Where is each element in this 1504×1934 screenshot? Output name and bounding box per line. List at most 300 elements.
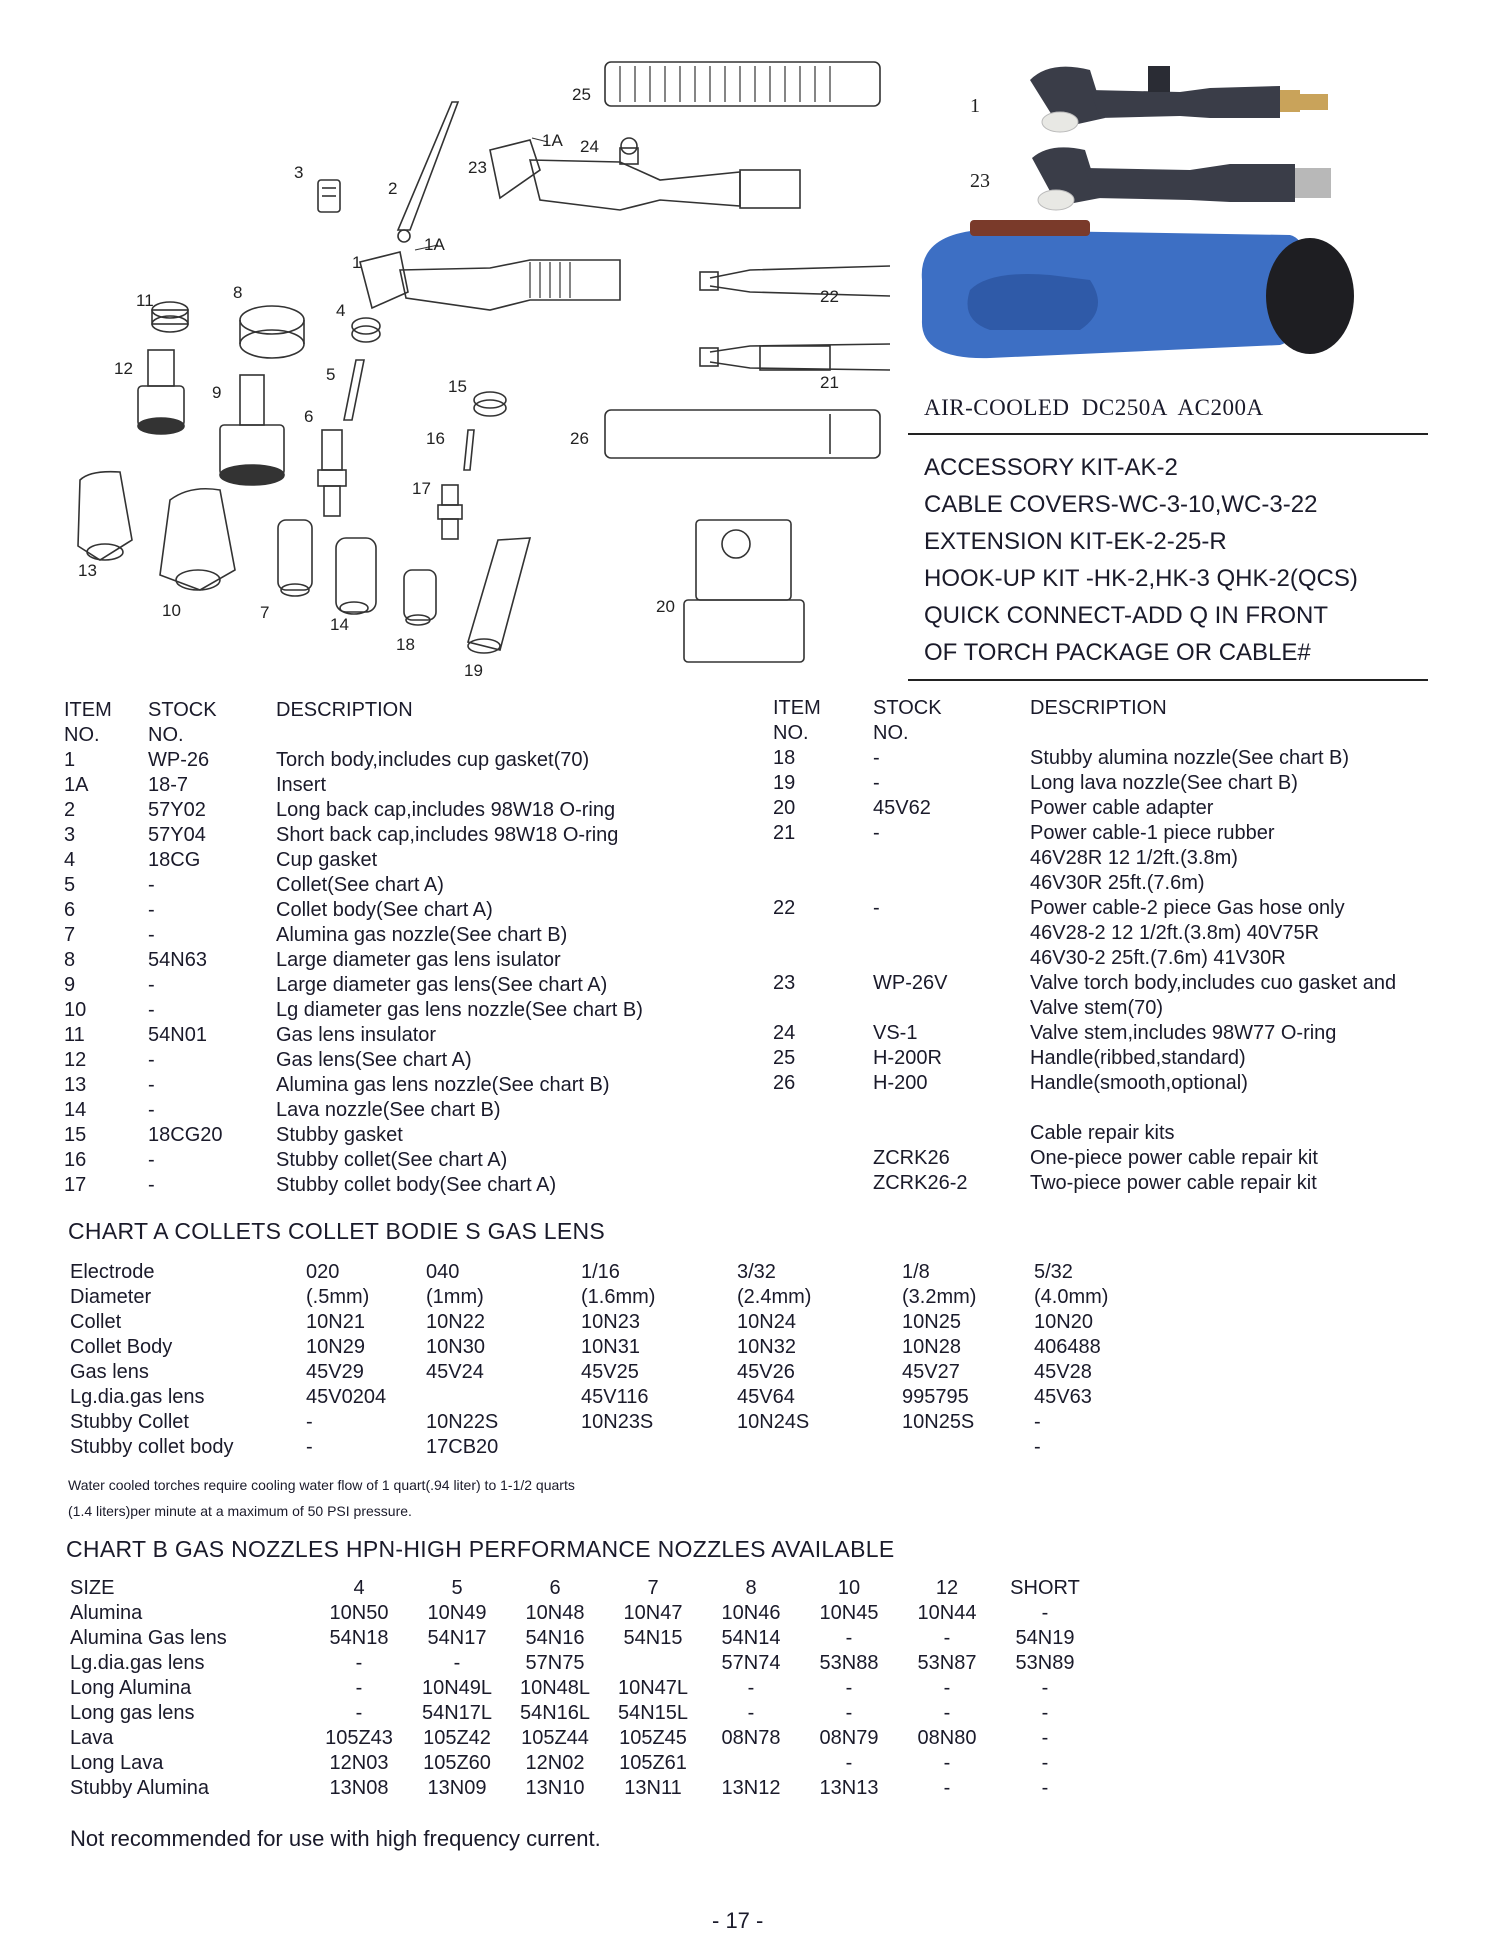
parts-cell	[873, 1096, 1030, 1121]
chart-b-cell: -	[355, 1652, 363, 1674]
chart-a-title: CHART A COLLETS COLLET BODIE S GAS LENS	[68, 1218, 606, 1244]
chart-b-cell: -	[1041, 1752, 1049, 1774]
parts-cell	[873, 846, 1030, 871]
chart-a-cell: 1/8	[902, 1261, 930, 1283]
parts-row	[64, 798, 704, 823]
parts-cell	[873, 921, 1030, 946]
diagram-label: 21	[820, 373, 839, 392]
parts-row	[64, 923, 704, 948]
parts-cell: Collet(See chart A)	[276, 874, 444, 896]
parts-header-row	[64, 723, 704, 748]
diagram-label: 15	[448, 377, 467, 396]
parts-cell: 18CG20	[148, 1124, 223, 1146]
parts-cell: Two-piece power cable repair kit	[1030, 1172, 1317, 1194]
parts-row	[773, 1021, 1493, 1046]
parts-cell: 18-7	[148, 774, 189, 796]
parts-cell: 18CG	[148, 849, 201, 871]
parts-list-right	[773, 696, 1493, 1196]
chart-b-cell: -	[845, 1752, 853, 1774]
chart-b-cell: 54N18	[329, 1627, 389, 1649]
parts-list-left	[64, 698, 704, 1198]
parts-header-cell	[1030, 721, 1493, 746]
chart-b-row	[70, 1576, 1094, 1601]
chart-a-row-label: Gas lens	[70, 1361, 149, 1383]
chart-b-cell: 5	[451, 1577, 463, 1599]
chart-b-cell: 54N16	[525, 1627, 585, 1649]
chart-b-row	[70, 1726, 1094, 1751]
parts-cell: Handle(ribbed,standard)	[1030, 1047, 1246, 1069]
parts-cell: 17	[64, 1174, 87, 1196]
kit-line: QUICK CONNECT-ADD Q IN FRONT	[924, 602, 1329, 629]
parts-cell	[773, 871, 873, 896]
chart-b-row	[70, 1651, 1094, 1676]
chart-b-cell: 10N47L	[617, 1677, 689, 1699]
chart-b-cell: 6	[549, 1577, 561, 1599]
chart-b-row-label: Lava	[70, 1727, 114, 1749]
chart-a-row-label: Stubby collet body	[70, 1436, 234, 1458]
parts-cell: Stubby alumina nozzle(See chart B)	[1030, 747, 1350, 769]
chart-b-row-label: Lg.dia.gas lens	[70, 1652, 205, 1674]
chart-b-cell: 53N88	[819, 1652, 879, 1674]
chart-a-cell	[581, 1435, 737, 1460]
chart-a-row-label: Collet Body	[70, 1336, 173, 1358]
kit-line: EXTENSION KIT-EK-2-25-R	[924, 528, 1227, 555]
diagram-label: 10	[162, 601, 181, 620]
chart-b-cell: -	[747, 1702, 755, 1724]
parts-cell: 46V30R 25ft.(7.6m)	[1030, 872, 1205, 894]
chart-a-cell: -	[306, 1411, 313, 1433]
parts-row	[64, 848, 704, 873]
parts-cell: -	[148, 1049, 155, 1071]
parts-row	[773, 846, 1493, 871]
chart-a-cell: 10N24	[737, 1311, 796, 1333]
chart-a-cell: 45V64	[737, 1386, 795, 1408]
diagram-label: 17	[412, 479, 431, 498]
chart-b-cell: 10	[837, 1577, 861, 1599]
chart-a-cell: 10N20	[1034, 1311, 1093, 1333]
chart-a-row-label: Lg.dia.gas lens	[70, 1386, 205, 1408]
part-2-long-back-cap	[398, 102, 458, 242]
diagram-label: 16	[426, 429, 445, 448]
part-3-short-back-cap	[318, 180, 340, 212]
chart-b-cell: 10N46	[721, 1602, 781, 1624]
diagram-label: 22	[820, 287, 839, 306]
parts-cell: -	[873, 772, 880, 794]
chart-b-cell: 54N14	[721, 1627, 781, 1649]
chart-b-cell: -	[943, 1752, 951, 1774]
parts-cell: -	[148, 874, 155, 896]
diagram-label: 9	[212, 383, 222, 402]
chart-b-cell: -	[845, 1627, 853, 1649]
parts-row	[64, 1048, 704, 1073]
parts-cell: Power cable-1 piece rubber	[1030, 822, 1275, 844]
parts-row	[773, 1046, 1493, 1071]
chart-a-row-label: Collet	[70, 1311, 122, 1333]
chart-b-cell: 54N16L	[519, 1702, 591, 1724]
parts-cell: H-200	[873, 1072, 928, 1094]
chart-a-cell: 45V63	[1034, 1386, 1092, 1408]
parts-cell: 1A	[64, 774, 89, 796]
part-18-stubby-alumina-nozzle	[404, 570, 436, 625]
chart-b-cell: 105Z44	[521, 1727, 589, 1749]
parts-cell: 5	[64, 874, 76, 896]
parts-cell: 46V28R 12 1/2ft.(3.8m)	[1030, 847, 1238, 869]
part-11-gas-lens-insulator	[152, 302, 188, 332]
chart-b-row	[70, 1626, 1094, 1651]
chart-b-row-label: SIZE	[70, 1577, 115, 1599]
parts-cell: Gas lens insulator	[276, 1024, 437, 1046]
parts-cell: Large diameter gas lens(See chart A)	[276, 974, 608, 996]
chart-b-cell: -	[1041, 1602, 1049, 1624]
chart-b-cell: -	[1041, 1727, 1049, 1749]
parts-header-row	[773, 721, 1493, 746]
part-16-stubby-collet	[464, 430, 474, 470]
part-8-lg-gas-lens-insulator	[240, 306, 304, 358]
chart-b-cell: 13N10	[525, 1777, 585, 1799]
chart-b-cell: -	[943, 1702, 951, 1724]
parts-cell: 16	[64, 1149, 87, 1171]
part-12-gas-lens	[138, 350, 184, 434]
chart-b-row	[70, 1601, 1094, 1626]
parts-cell: 57Y02	[148, 799, 206, 821]
parts-cell: One-piece power cable repair kit	[1030, 1147, 1318, 1169]
parts-header-cell	[276, 723, 704, 748]
parts-row	[773, 896, 1493, 921]
chart-a-cell: 3/32	[737, 1261, 776, 1283]
chart-b-cell: -	[845, 1702, 853, 1724]
parts-cell: 7	[64, 924, 76, 946]
chart-b-table	[70, 1576, 1094, 1801]
parts-header-cell: STOCK	[873, 697, 942, 719]
chart-b-cell: 57N75	[525, 1652, 585, 1674]
chart-b-cell	[702, 1751, 800, 1776]
chart-b-cell: 10N48	[525, 1602, 585, 1624]
parts-cell: 13	[64, 1074, 87, 1096]
diagram-label: 8	[233, 283, 243, 302]
chart-b-row-label: Long gas lens	[70, 1702, 195, 1724]
parts-row	[64, 1123, 704, 1148]
chart-a-cell: 10N22S	[426, 1411, 499, 1433]
parts-row	[773, 796, 1493, 821]
photo-label-1: 1	[970, 95, 980, 117]
chart-b-cell: 105Z42	[423, 1727, 491, 1749]
kit-line: CABLE COVERS-WC-3-10,WC-3-22	[924, 491, 1318, 518]
chart-a-cell: 10N23	[581, 1311, 640, 1333]
parts-cell: Lg diameter gas lens nozzle(See chart B)	[276, 999, 643, 1021]
chart-a-cell: 10N29	[306, 1336, 365, 1358]
part-21-power-cable	[700, 344, 890, 370]
chart-a-row	[70, 1260, 1166, 1285]
part-26-smooth-handle	[605, 410, 880, 458]
parts-cell: -	[148, 1149, 155, 1171]
diagram-label: 20	[656, 597, 675, 616]
chart-a-cell: 1/16	[581, 1261, 620, 1283]
exploded-parts-diagram	[60, 30, 890, 690]
chart-a-cell: -	[306, 1436, 313, 1458]
chart-a-cell: 45V27	[902, 1361, 960, 1383]
parts-row	[64, 773, 704, 798]
parts-cell: Insert	[276, 774, 327, 796]
part-7-alumina-gas-nozzle	[278, 520, 312, 596]
parts-header-cell: STOCK	[148, 699, 217, 721]
parts-cell: Stubby gasket	[276, 1124, 403, 1146]
parts-cell: 20	[773, 797, 796, 819]
parts-cell: -	[148, 899, 155, 921]
chart-a-cell: 45V116	[581, 1386, 649, 1408]
parts-cell: 54N01	[148, 1024, 207, 1046]
parts-row	[773, 921, 1493, 946]
parts-cell: Long back cap,includes 98W18 O-ring	[276, 799, 616, 821]
diagram-label: 19	[464, 661, 483, 680]
chart-b-cell: -	[355, 1702, 363, 1724]
diagram-label: 1A	[542, 131, 563, 150]
parts-cell: Alumina gas lens nozzle(See chart B)	[276, 1074, 610, 1096]
chart-b-cell: 13N13	[819, 1777, 879, 1799]
kit-line: ACCESSORY KIT-AK-2	[924, 454, 1178, 481]
chart-b-cell: 12N02	[525, 1752, 585, 1774]
parts-row	[773, 1121, 1493, 1146]
parts-cell: 26	[773, 1072, 796, 1094]
parts-cell: -	[873, 747, 880, 769]
chart-a-cell: 10N32	[737, 1336, 796, 1358]
parts-cell	[773, 996, 873, 1021]
parts-cell	[773, 1171, 873, 1196]
parts-cell: 23	[773, 972, 796, 994]
parts-row	[773, 996, 1493, 1021]
kit-line: HOOK-UP KIT -HK-2,HK-3 QHK-2(QCS)	[924, 565, 1358, 592]
kit-header: AIR-COOLED DC250A AC200A	[908, 395, 1428, 435]
parts-cell: 10	[64, 999, 87, 1021]
chart-a-row-label: Stubby Collet	[70, 1411, 189, 1433]
parts-cell: 45V62	[873, 797, 931, 819]
diagram-label: 1A	[424, 235, 445, 254]
chart-b-row	[70, 1751, 1094, 1776]
parts-cell: 57Y04	[148, 824, 206, 846]
parts-cell: Torch body,includes cup gasket(70)	[276, 749, 590, 771]
chart-b-cell: -	[943, 1627, 951, 1649]
parts-cell	[773, 1121, 873, 1146]
parts-row	[773, 771, 1493, 796]
parts-header-cell: NO.	[873, 722, 909, 744]
kit-info	[908, 395, 1428, 681]
parts-cell: 15	[64, 1124, 87, 1146]
chart-b-cell: 54N17L	[421, 1702, 493, 1724]
diagram-label: 24	[580, 137, 599, 156]
parts-cell: Stubby collet body(See chart A)	[276, 1174, 557, 1196]
chart-a-cell: (.5mm)	[306, 1286, 370, 1308]
chart-b-cell: 57N74	[721, 1652, 781, 1674]
part-23-valve-torch-body	[490, 138, 800, 210]
part-17-stubby-collet-body	[438, 485, 462, 539]
parts-cell: 14	[64, 1099, 87, 1121]
parts-cell: Lava nozzle(See chart B)	[276, 1099, 501, 1121]
chart-b-title: CHART B GAS NOZZLES HPN-HIGH PERFORMANCE NOZZLES AVAILABLE	[66, 1536, 895, 1562]
chart-b-cell: 10N47	[623, 1602, 683, 1624]
chart-b-cell: -	[1041, 1677, 1049, 1699]
chart-b-cell: 10N48L	[519, 1677, 591, 1699]
part-19-long-lava-nozzle	[468, 538, 530, 653]
parts-cell: 6	[64, 899, 76, 921]
chart-b-cell: 13N08	[329, 1777, 389, 1799]
parts-cell: Valve stem(70)	[1030, 997, 1164, 1019]
parts-cell: Power cable adapter	[1030, 797, 1214, 819]
chart-b-cell: 13N11	[624, 1777, 682, 1799]
note-line: Water cooled torches require cooling water flow of 1 quart(.94 liter) to 1-1/2 quarts	[68, 1477, 575, 1493]
parts-row	[773, 1171, 1493, 1196]
parts-cell: Cable repair kits	[1030, 1122, 1175, 1144]
chart-a-cell: 10N28	[902, 1336, 961, 1358]
parts-cell: Collet body(See chart A)	[276, 899, 493, 921]
parts-cell: -	[873, 822, 880, 844]
chart-a-cell: 45V28	[1034, 1361, 1092, 1383]
part-6-collet-body	[318, 430, 346, 516]
footer-note: Not recommended for use with high frequency current.	[70, 1826, 601, 1851]
parts-cell: 19	[773, 772, 796, 794]
parts-cell: 46V28-2 12 1/2ft.(3.8m) 40V75R	[1030, 922, 1320, 944]
parts-row	[64, 1023, 704, 1048]
parts-row	[773, 1096, 1493, 1121]
diagram-label: 26	[570, 429, 589, 448]
chart-a-cell: 10N23S	[581, 1411, 654, 1433]
kit-line: OF TORCH PACKAGE OR CABLE#	[924, 639, 1311, 666]
chart-b-cell: 105Z45	[619, 1727, 687, 1749]
parts-cell	[773, 846, 873, 871]
diagram-label: 18	[396, 635, 415, 654]
parts-header-cell: DESCRIPTION	[276, 699, 413, 721]
note-line: (1.4 liters)per minute at a maximum of 50 PSI pressure.	[68, 1503, 412, 1519]
chart-b-cell: 7	[647, 1577, 659, 1599]
chart-a-cell: 45V0204	[306, 1386, 387, 1408]
torch-body-photo	[1030, 66, 1328, 132]
chart-b-cell: 8	[745, 1577, 757, 1599]
chart-a-row-label: Electrode	[70, 1261, 155, 1283]
part-4-cup-gasket	[352, 318, 380, 342]
parts-row	[64, 948, 704, 973]
parts-row	[64, 823, 704, 848]
parts-cell: ZCRK26	[873, 1147, 950, 1169]
chart-b-cell: 08N80	[917, 1727, 977, 1749]
parts-header-cell: ITEM	[64, 699, 112, 721]
parts-cell: VS-1	[873, 1022, 918, 1044]
parts-cell: Cup gasket	[276, 849, 378, 871]
part-25-ribbed-handle	[605, 62, 880, 106]
parts-cell: 18	[773, 747, 796, 769]
chart-a-row	[70, 1385, 1166, 1410]
parts-cell	[873, 1121, 1030, 1146]
parts-header-cell: NO.	[148, 724, 184, 746]
parts-header-cell: ITEM	[773, 697, 821, 719]
kit-list	[908, 435, 1428, 681]
parts-cell: 11	[64, 1024, 85, 1046]
chart-b-cell: 10N44	[917, 1602, 977, 1624]
parts-row	[773, 1146, 1493, 1171]
parts-row	[64, 1173, 704, 1198]
chart-b-cell: 12N03	[329, 1752, 389, 1774]
parts-header-row	[773, 696, 1493, 721]
parts-cell: 3	[64, 824, 76, 846]
chart-b-cell: -	[943, 1677, 951, 1699]
chart-a-table	[70, 1260, 1166, 1460]
parts-row	[64, 1148, 704, 1173]
chart-a-row	[70, 1360, 1166, 1385]
parts-cell: Short back cap,includes 98W18 O-ring	[276, 824, 619, 846]
chart-a-row	[70, 1310, 1166, 1335]
parts-row	[64, 873, 704, 898]
diagram-label: 3	[294, 163, 304, 182]
parts-row	[64, 898, 704, 923]
chart-b-cell: 13N12	[721, 1777, 781, 1799]
parts-cell: 54N63	[148, 949, 207, 971]
chart-b-row-label: Alumina	[70, 1602, 143, 1624]
chart-a-cell: -	[1034, 1436, 1041, 1458]
parts-cell	[773, 946, 873, 971]
parts-cell: -	[148, 1174, 155, 1196]
part-14-lava-nozzle	[336, 538, 376, 614]
parts-cell: 2	[64, 799, 76, 821]
chart-a-row	[70, 1285, 1166, 1310]
parts-cell: 21	[773, 822, 796, 844]
parts-row	[773, 971, 1493, 996]
chart-b-cell: 105Z60	[423, 1752, 491, 1774]
part-13-alumina-gas-lens-nozzle	[78, 472, 132, 560]
parts-cell	[773, 921, 873, 946]
chart-a-cell: 10N22	[426, 1311, 485, 1333]
chart-a-cell: (3.2mm)	[902, 1286, 977, 1308]
parts-row	[773, 1071, 1493, 1096]
chart-a-cell: 5/32	[1034, 1261, 1073, 1283]
chart-b-row-label: Stubby Alumina	[70, 1777, 209, 1799]
parts-cell: -	[148, 924, 155, 946]
chart-b-cell: 105Z61	[619, 1752, 687, 1774]
chart-a-row	[70, 1335, 1166, 1360]
parts-cell: 1	[64, 749, 76, 771]
parts-row	[773, 871, 1493, 896]
parts-cell	[873, 946, 1030, 971]
chart-b-cell: 10N50	[329, 1602, 389, 1624]
part-10-lg-gas-lens-nozzle	[160, 489, 235, 590]
chart-a-cell: 10N24S	[737, 1411, 810, 1433]
diagram-label: 2	[388, 179, 398, 198]
diagram-label: 14	[330, 615, 349, 634]
chart-a-cell: (4.0mm)	[1034, 1286, 1109, 1308]
parts-cell: -	[148, 974, 155, 996]
part-1-torch-body	[360, 252, 620, 310]
chart-a-cell: (2.4mm)	[737, 1286, 812, 1308]
part-22-power-cable	[700, 266, 890, 296]
chart-b-row-label: Alumina Gas lens	[70, 1627, 227, 1649]
chart-a-cell: 10N30	[426, 1336, 485, 1358]
parts-header-cell: NO.	[773, 722, 809, 744]
parts-cell: 46V30-2 25ft.(7.6m) 41V30R	[1030, 947, 1286, 969]
parts-row	[773, 821, 1493, 846]
chart-b-row	[70, 1701, 1094, 1726]
chart-a-cell: 45V24	[426, 1361, 484, 1383]
parts-cell: 25	[773, 1047, 796, 1069]
chart-b-cell: 54N19	[1015, 1627, 1075, 1649]
chart-a-cell	[426, 1385, 581, 1410]
chart-a-row-label: Diameter	[70, 1286, 152, 1308]
parts-cell: -	[148, 1099, 155, 1121]
parts-cell: 22	[773, 897, 796, 919]
parts-cell: -	[148, 1074, 155, 1096]
chart-b-cell: -	[845, 1677, 853, 1699]
parts-row	[64, 1098, 704, 1123]
chart-a-row	[70, 1435, 1166, 1460]
parts-cell: -	[873, 897, 880, 919]
chart-b-cell: 54N17	[427, 1627, 487, 1649]
chart-a-cell: 406488	[1034, 1336, 1101, 1358]
chart-a-cell: 995795	[902, 1386, 969, 1408]
